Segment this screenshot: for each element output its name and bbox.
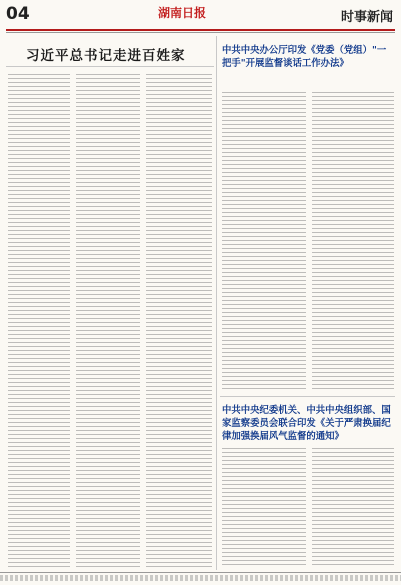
right-top-article-headline: 中共中央办公厅印发《党委（党组）"一把手"开展监督谈话工作办法》 xyxy=(222,45,387,69)
section-title: 时事新闻 xyxy=(340,10,393,25)
page-header xyxy=(0,0,401,30)
footer-text xyxy=(0,575,401,581)
left-article-column-1 xyxy=(8,74,70,568)
right-bottom-article-column-1 xyxy=(222,448,306,568)
right-top-article-column-1 xyxy=(222,92,306,392)
masthead: 湖南日报 xyxy=(158,6,207,20)
left-article-headline: 习近平总书记走进百姓家 xyxy=(26,48,186,64)
right-bottom-article-headline: 中共中央纪委机关、中共中央组织部、国家监察委员会联合印发《关于严肃换届纪律加强换届风气监督的通知》 xyxy=(222,405,391,442)
right-bottom-article-column-2 xyxy=(312,448,394,568)
header-rule xyxy=(6,29,395,31)
column-divider xyxy=(216,36,217,570)
right-article-divider xyxy=(220,396,395,397)
left-article-column-2 xyxy=(76,74,140,568)
page-number: 04 xyxy=(6,4,30,24)
left-article-column-3 xyxy=(146,74,212,568)
left-headline-rule xyxy=(6,66,214,67)
right-top-article-column-2 xyxy=(312,92,394,392)
header-rule-thin xyxy=(6,32,395,33)
page-footer xyxy=(0,572,401,585)
